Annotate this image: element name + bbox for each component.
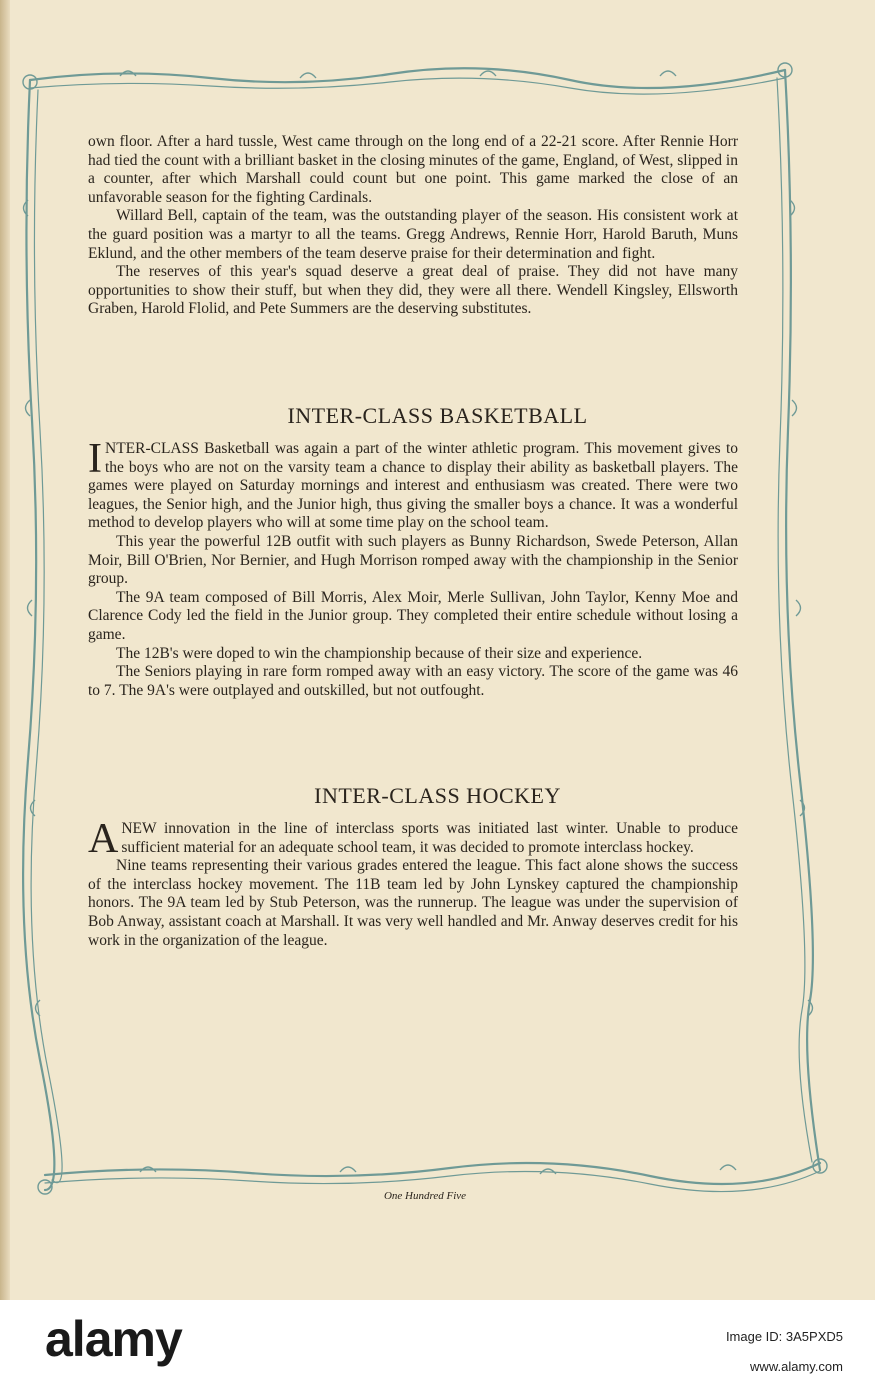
image-id: Image ID: 3A5PXD5 (725, 1329, 843, 1344)
paragraph (88, 816, 738, 862)
site-url: www.alamy.com (750, 1359, 843, 1374)
paragraph: The 12B's were doped to win the championship because of their size and experience. (116, 644, 643, 662)
basketball-heading: INTER-CLASS BASKETBALL (287, 403, 588, 428)
paragraph: The reserves of this year's squad deserve a great deal of praise. They did not have many opportunities to show their stuff, but when they did, they were all there. Wendell Kingsley, Ellsworth Graben, Harold Flolid, and Pete Summers are the deserving substitutes. (88, 263, 738, 318)
paragraph-text: NEW innovation in the line of interclass sports was initiated last winter. Unable to produce sufficient material for an adequate school team, it was decided to promote interclass hockey. (121, 820, 738, 856)
basketball-section (88, 436, 738, 700)
hockey-heading: INTER-CLASS HOCKEY (314, 783, 561, 808)
watermark-logo: alamy (45, 1311, 182, 1367)
paragraph: Willard Bell, captain of the team, was the outstanding player of the season. His consistent work at the guard position was a martyr to all the teams. Gregg Andrews, Rennie Horr, Harold Baruth, Muns Eklund, and the other members of the team deserve praise for their determination and fight. (88, 207, 738, 262)
paragraph-text: NTER-CLASS Basketball was again a part of the winter athletic program. This movement gives to the boys who are not on the varsity team a chance to display their ability as basketball players. The games were played on Saturday mornings and interest and enthusiasm was created. There were two leagues, the Senior high, and the Junior high, thus giving the smaller boys a chance. It was a wonderful method to develop players who will at some time play on the school team. (88, 440, 738, 532)
page-number: One Hundred Five (383, 1190, 467, 1202)
opening-section (88, 133, 738, 319)
drop-cap: A (88, 816, 119, 862)
paragraph: The 9A team composed of Bill Morris, Alex Moir, Merle Sullivan, John Taylor, Kenny Moe and Clarence Cody led the field in the Junior group. They completed their entire schedule without losing a game. (88, 588, 738, 643)
drop-cap: I (88, 436, 102, 482)
paragraph: This year the powerful 12B outfit with such players as Bunny Richardson, Swede Peterson, Allan Moir, Bill O'Brien, Nor Bernier, and Hugh Morrison romped away with the championship in the Senior group. (88, 532, 738, 588)
paragraph: The Seniors playing in rare form romped away with an easy victory. The score of the game was 46 to 7. The 9A's were outplayed and outskilled, but not outfought. (88, 663, 738, 699)
watermark-info (726, 1322, 843, 1382)
paragraph (88, 436, 738, 533)
paragraph: Nine teams representing their various grades entered the league. This fact alone shows the success of the interclass hockey movement. The 11B team led by John Lynskey captured the championship honors. The 9A team led by Stub Peterson, was the runnerup. The league was under the supervision of Bob Anway, assistant coach at Marshall. It was very well handled and Mr. Anway deserves credit for his work in the organization of the league. (88, 857, 738, 949)
hockey-section (88, 816, 738, 950)
paragraph: own floor. After a hard tussle, West came through on the long end of a 22-21 score. After Rennie Horr had tied the count with a brilliant basket in the closing minutes of the game, England, of West, slipped in a counter, after which Marshall could count but one point. This game marked the close of an unfavorable season for the fighting Cardinals. (88, 133, 738, 206)
